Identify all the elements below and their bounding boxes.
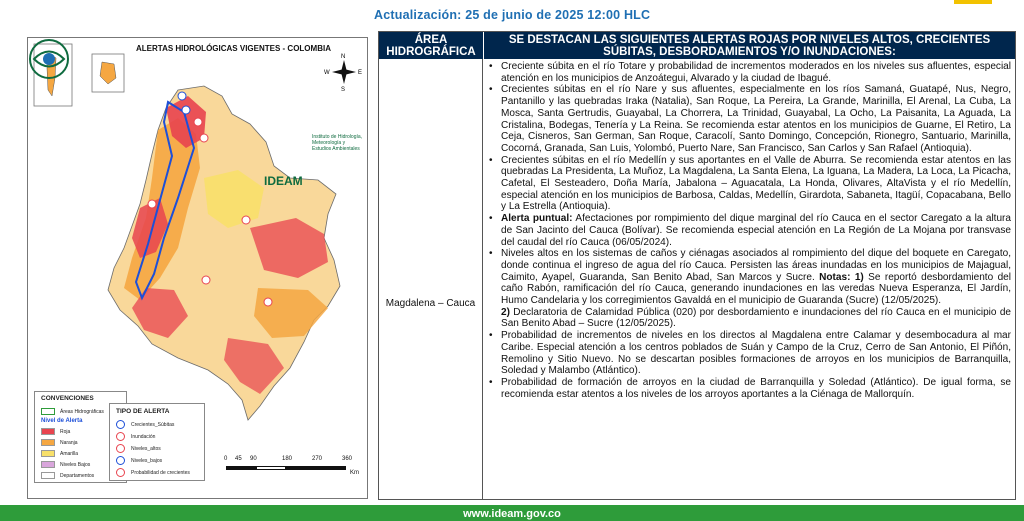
alerts-list <box>487 61 1011 400</box>
alert-type-title: TIPO DE ALERTA <box>116 408 170 415</box>
compass-s: S <box>341 87 346 93</box>
ideam-logo-name: IDEAM <box>264 174 303 188</box>
scale-tick: 90 <box>250 456 257 462</box>
compass-w: W <box>324 70 330 76</box>
alert-type-crecientes: Crecientes_Súbitas <box>116 420 174 429</box>
scale-tick: 45 <box>235 456 242 462</box>
alert-type-inundacion: Inundación <box>116 432 155 441</box>
alert-item: • Crecientes súbitas en el río Nare y sus afluentes, especialmente en los ríos Samaná, Guatapé, Nus, Negro, Pantanillo y las quebradas Iraka (Natalia), San Roque, La Pereira, La Grande, Marinilla, El Arenal, La Cuba, La Mosca, Santa Gertrudis, Guayabal, La Chorrera, La Trinidad, Guayabal, La Ocho, La Paisanita, La Aguada, La Cristalina, Bodegas, Tenería y La Reina. Se recomienda estar atentos en los municipios de Guarne, El Retiro, La Ceja, Cisneros, San German, San Roque, Caracolí, Santo Domingo, Concepción, Rionegro, Santuario, Marinilla, Cocorná, Granada, San Luis, Yolombó, Puerto Nare, San Francisco, San Carlos y San Rafael (Antioquia). <box>487 84 1011 154</box>
alert-item: • Crecientes súbitas en el río Medellín y sus aportantes en el Valle de Aburra. Se recomienda estar atentos en las quebradas La Presidenta, La Muñoz, La Magdalena, La Santa Elena, La Iguana, La Madera, La Loca, La Picacha, Cafetal, El Sesteadero, Doña María, Jabalona – Aguacatala, La Honda, Olivares, AltaVista y el río Medellín, especial atención en los municipios de Barbosa, Caldas, Medellín, Girardota, Sabaneta, Itagüí, Copacabana, Bello y La Estrella (Antioquia). <box>487 155 1011 214</box>
legend-item-departamentos: Departamentos <box>41 472 94 479</box>
header-alerts: SE DESTACAN LAS SIGUIENTES ALERTAS ROJAS POR NIVELES ALTOS, CRECIENTES SÚBITAS, DESBORDAMIENTOS Y/O INUNDACIONES: <box>483 32 1015 59</box>
scale-tick: 270 <box>312 456 323 462</box>
alert-type-niveles-bajos: Niveles_bajos <box>116 456 162 465</box>
legend-subtitle: Nivel de Alerta <box>41 418 83 424</box>
top-accent-bar <box>954 0 992 4</box>
alert-item: • Creciente súbita en el río Totare y probabilidad de incrementos moderados en los niveles sus afluentes, especial atención en los municipios de Anzoátegui, Alvarado y la ciudad de Ibagué. <box>487 61 1011 84</box>
column-divider <box>482 59 483 499</box>
alert-type-probabilidad: Probabilidad de crecientes <box>116 468 190 477</box>
alert-item: • Probabilidad de formación de arroyos en la ciudad de Barranquilla y Soledad (Atlántico). De igual forma, se recomienda estar atentos a los niveles de los arroyos aportantes a la Ciénaga de Mallorquín. <box>487 377 1011 400</box>
alert-type-legend <box>109 403 205 481</box>
scale-tick: 360 <box>342 456 353 462</box>
alert-item: • Niveles altos en los sistemas de caños y ciénagas asociados al rompimiento del dique del boquete en Caregato, donde continua el ingreso de agua del río Cauca. Persisten las áreas inundadas en los municipios de Majagual, Caimito, Ayapel, Guaranda, San Benito Abad, San Marcos y Sucre. Notas: 1) Se reportó desbordamiento del caño Rabón, ramificación del río Cauca, generando inundaciones en las veredas Nueva Esperanza, El Jardín, Humo Candelaria y los corregimientos Gavaldá en el municipio de Guaranda (Sucre) (12/05/2025). 2) Declaratoria de Calamidad Pública (020) por desbordamiento e inundaciones del río Cauca en el municipio de San Benito Abad – Sucre (12/05/2025). <box>487 248 1011 330</box>
alert-type-niveles-altos: Niveles_altos <box>116 444 161 453</box>
legend-item-amarilla: Amarilla <box>41 450 78 457</box>
alert-item: • Probabilidad de incrementos de niveles en los directos al Magdalena entre Calamar y desembocadura al mar Caribe. Especial atención a los centros poblados de Suán y Campo de la Cruz, Cerro de San Antonio, El Piñón, Remolino y Sitio Nuevo. No se descartan posibles formaciones de arroyos en los municipios de Barranquilla, Soledad y Malambo (Atlántico). <box>487 330 1011 377</box>
region-name: Magdalena – Cauca <box>385 298 476 309</box>
scale-tick: 0 <box>224 456 228 462</box>
update-timestamp: Actualización: 25 de junio de 2025 12:00 HLC <box>374 8 651 22</box>
map-scale-bar <box>224 456 374 476</box>
legend-item-roja: Roja <box>41 428 70 435</box>
ideam-institute: Instituto de Hidrología, Meteorología y Estudios Ambientales <box>312 134 363 152</box>
legend-areas: Áreas Hidrográficas <box>41 408 104 415</box>
legend-title: CONVENCIONES <box>41 395 94 402</box>
footer-url[interactable]: www.ideam.gov.co <box>463 508 561 520</box>
legend-item-naranja: Naranja <box>41 439 78 446</box>
compass-e: E <box>358 70 363 76</box>
header-area: ÁREA HIDROGRÁFICA <box>379 32 483 59</box>
compass-rose <box>324 54 362 93</box>
scale-tick: 180 <box>282 456 293 462</box>
scale-unit: Km <box>350 470 359 476</box>
ideam-eye-icon <box>28 38 70 80</box>
alerts-table <box>378 31 1016 500</box>
compass-n: N <box>341 54 346 60</box>
legend-item-niveles-bajos: Niveles Bajos <box>41 461 90 468</box>
alert-item: • Alerta puntual: Afectaciones por rompimiento del dique marginal del río Cauca en el sector Caregato a la altura de San Jacinto del Cauca (Bolívar). Se recomienda especial atención en La Región de La Mojana por transvase del caudal del río Cauca (06/05/2024). <box>487 213 1011 248</box>
alert-map <box>27 37 368 499</box>
map-title: ALERTAS HIDROLÓGICAS VIGENTES - COLOMBIA <box>136 44 331 53</box>
